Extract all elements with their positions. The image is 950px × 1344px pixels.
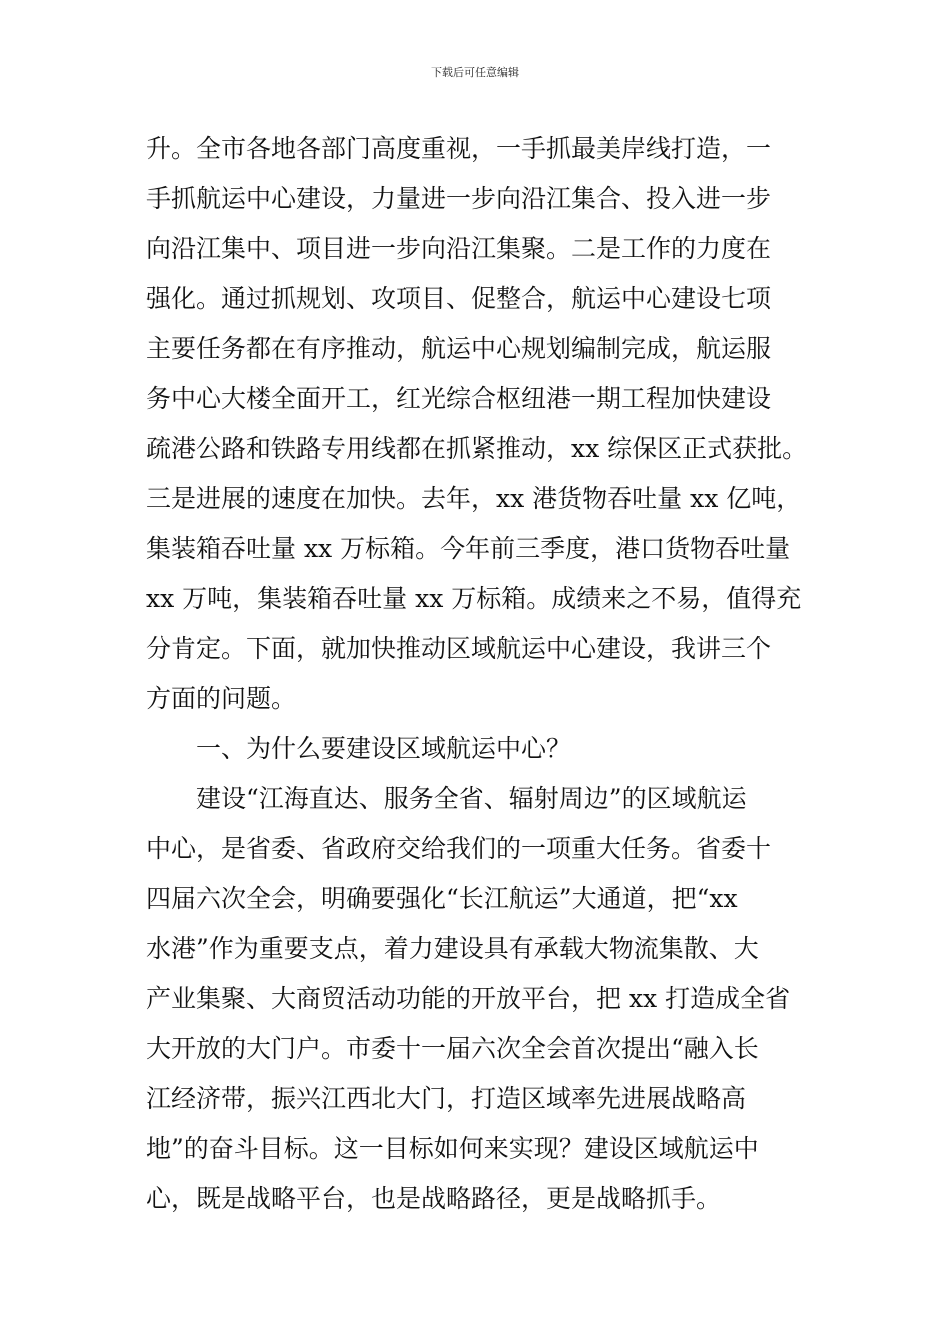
text-line: 集装箱吞吐量 xx 万标箱。今年前三季度，港口货物吞吐量 xyxy=(146,534,791,563)
text-line: 中心，是省委、省政府交给我们的一项重大任务。省委十 xyxy=(146,834,772,863)
text-line: 向沿江集中、项目进一步向沿江集聚。二是工作的力度在 xyxy=(146,234,772,263)
text-line: 水港”作为重要支点，着力建设具有承载大物流集散、大 xyxy=(146,934,759,963)
text-line: 务中心大楼全面开工，红光综合枢纽港一期工程加快建设 xyxy=(146,384,772,413)
text-line: 强化。通过抓规划、攻项目、促整合，航运中心建设七项 xyxy=(146,284,772,313)
text-line: 疏港公路和铁路专用线都在抓紧推动，xx 综保区正式获批。 xyxy=(146,434,808,463)
text-line: 手抓航运中心建设，力量进一步向沿江集合、投入进一步 xyxy=(146,184,772,213)
text-line: xx 万吨，集装箱吞吐量 xx 万标箱。成绩来之不易，值得充 xyxy=(146,584,802,613)
text-line: 江经济带，振兴江西北大门，打造区域率先进展战略高 xyxy=(146,1084,747,1113)
text-line: 四届六次全会，明确要强化“长江航运”大通道，把“xx xyxy=(146,884,738,913)
text-line: 升。全市各地各部门高度重视，一手抓最美岸线打造，一 xyxy=(146,134,772,163)
page-header: 下载后可任意编辑 xyxy=(431,66,519,79)
text-line: 心，既是战略平台，也是战略路径，更是战略抓手。 xyxy=(146,1184,722,1213)
text-line: 分肯定。下面，就加快推动区域航运中心建设，我讲三个 xyxy=(146,634,772,663)
text-line: 方面的问题。 xyxy=(146,684,297,713)
document-body xyxy=(146,124,818,1224)
text-line: 产业集聚、大商贸活动功能的开放平台，把 xx 打造成全省 xyxy=(146,984,791,1013)
text-line: 建设“江海直达、服务全省、辐射周边”的区域航运 xyxy=(196,784,747,813)
text-line: 三是进展的速度在加快。去年，xx 港货物吞吐量 xx 亿吨， xyxy=(146,484,802,513)
text-line: 主要任务都在有序推动，航运中心规划编制完成，航运服 xyxy=(146,334,772,363)
text-line: 地”的奋斗目标。这一目标如何来实现？建设区域航运中 xyxy=(146,1134,759,1163)
section-heading: 一、为什么要建设区域航运中心？ xyxy=(196,734,572,763)
text-line: 大开放的大门户。市委十一届六次全会首次提出“融入长 xyxy=(146,1034,759,1063)
